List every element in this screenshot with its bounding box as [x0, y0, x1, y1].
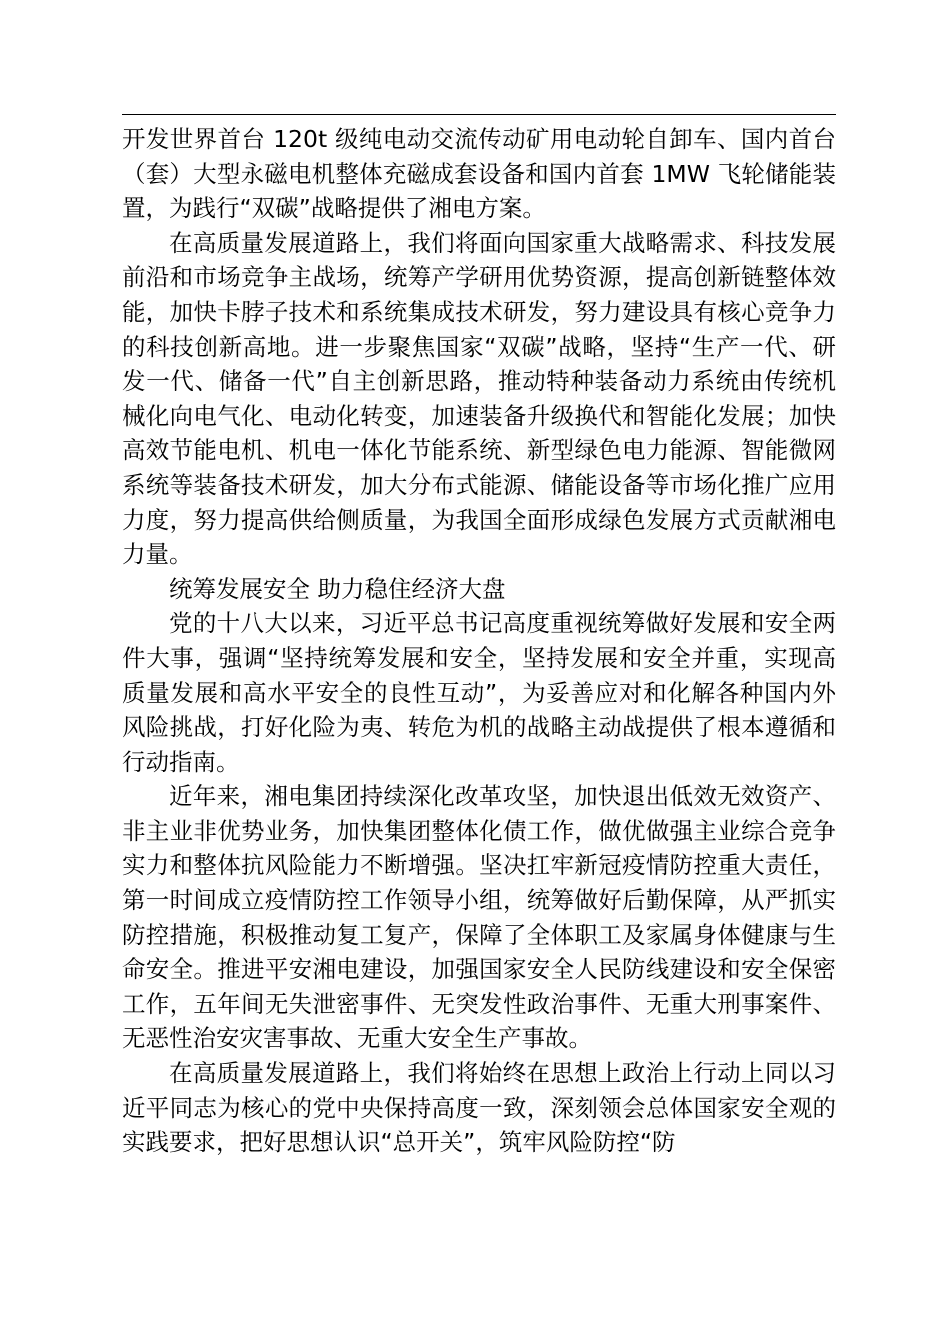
header-rule [122, 114, 836, 115]
paragraph-reform-achievements: 近年来，湘电集团持续深化改革攻坚，加快退出低效无效资产、非主业非优势业务，加快集团整体化债工作，做优做强主业综合竞争实力和整体抗风险能力不断增强。坚决扛牢新冠疫情防控重大责任，第一时间成立疫情防控工作领导小组，统筹做好后勤保障，从严抓实防控措施，积极推动复工复产，保障了全体职工及家属身体健康与生命安全。推进平安湘电建设，加强国家安全人民防线建设和安全保密工作，五年间无失泄密事件、无突发性政治事件、无重大刑事案件、无恶性治安灾害事故、无重大安全生产事故。 [122, 782, 836, 1053]
paragraph-continuation: 开发世界首台 120t 级纯电动交流传动矿用电动轮自卸车、国内首台（套）大型永磁电机整体充磁成套设备和国内首套 1MW 飞轮储能装置，为践行“双碳”战略提供了湘电方案。 [122, 125, 836, 223]
paragraph-development-security: 党的十八大以来，习近平总书记高度重视统筹做好发展和安全两件大事，强调“坚持统筹发展和安全，坚持发展和安全并重，实现高质量发展和高水平安全的良性互动”，为妥善应对和化解各种国内外风险挑战，打好化险为夷、转危为机的战略主动战提供了根本遵循和行动指南。 [122, 609, 836, 776]
paragraph-innovation-plan: 在高质量发展道路上，我们将面向国家重大战略需求、科技发展前沿和市场竞争主战场，统筹产学研用优势资源，提高创新链整体效能，加快卡脖子技术和系统集成技术研发，努力建设具有核心竞争力的科技创新高地。进一步聚焦国家“双碳”战略，坚持“生产一代、研发一代、储备一代”自主创新思路，推动特种装备动力系统由传统机械化向电气化、电动化转变，加速装备升级换代和智能化发展；加快高效节能电机、机电一体化节能系统、新型绿色电力能源、智能微网系统等装备技术研发，加大分布式能源、储能设备等市场化推广应用力度，努力提高供给侧质量，为我国全面形成绿色发展方式贡献湘电力量。 [122, 228, 836, 569]
paragraph-security-plan: 在高质量发展道路上，我们将始终在思想上政治上行动上同以习近平同志为核心的党中央保持高度一致，深刻领会总体国家安全观的实践要求，把好思想认识“总开关”，筑牢风险防控“防 [122, 1059, 836, 1157]
section-heading: 统筹发展安全 助力稳住经济大盘 [169, 574, 506, 603]
document-body [122, 122, 836, 1160]
